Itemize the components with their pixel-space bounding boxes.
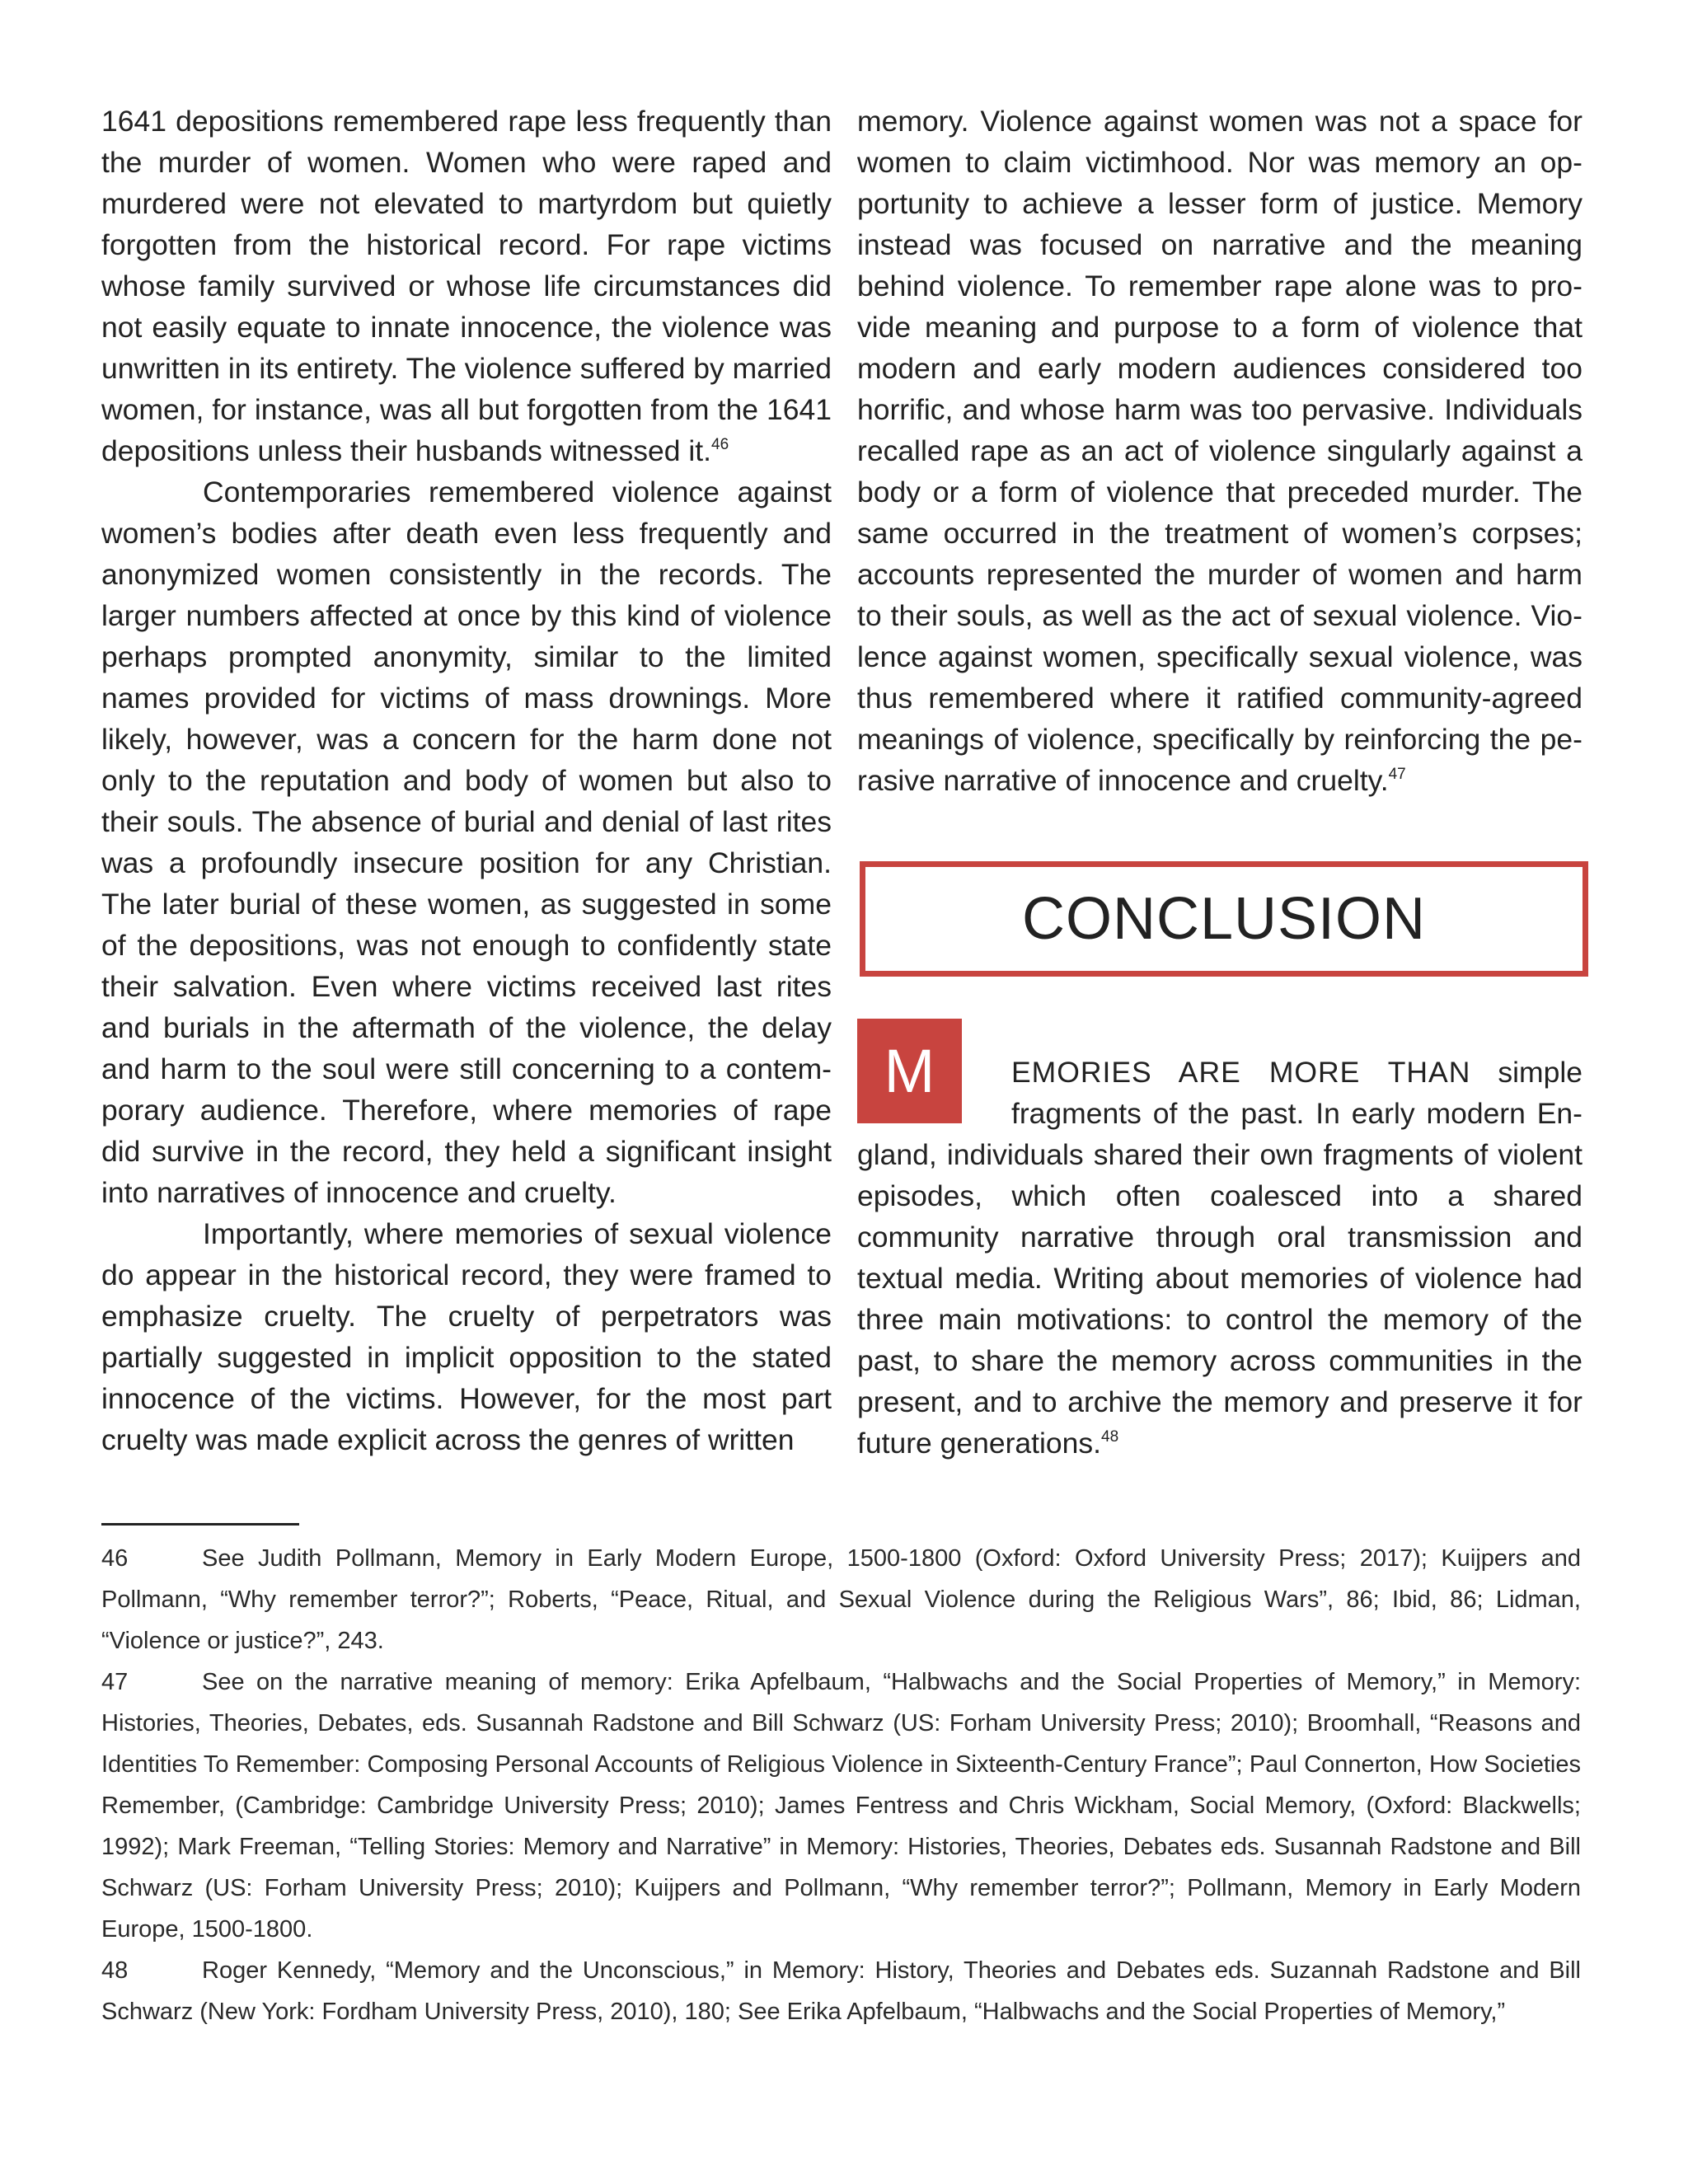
footnote-text: Roger Kennedy, “Memory and the Unconscious,” in Memory: History, Theories and Debates eds. Suzannah Radstone and Bill Schwarz (New York: Fordham University Press, 2010), 180; See Erika Apfelbaum, “Halbwachs and the Social Properties of Memory,” [101,1957,1581,2025]
footnote-ref-46[interactable]: 46 [711,436,729,453]
footnote-number: 47 [101,1669,129,1695]
body-paragraph: M EMORIES ARE MORE THAN simple fragments of the past. In early modern England, individuals shared their own fragments of violent episodes, which often coalesced into a shared community narrative through oral transmission and textual media. Writing about memories of violence had three main motivations: to control the memory of the past, to share the memory across communities in the present, and to archive the memory and preserve it for future generations.$^{48}$ [857,1052,1582,1464]
footnote-divider [101,1523,299,1526]
section-heading: CONCLUSION [1021,886,1427,952]
footnote-ref-48[interactable]: 48 [1101,1428,1119,1446]
footnote-text: See on the narrative meaning of memory: Erika Apfelbaum, “Halbwachs and the Social Properties of Memory,” in Memory: Histories, Theories, Debates, eds. Susannah Radstone and Bill Schwarz (US: Forham University Press; 2010); Broomhall, “Reasons and Identities To Remember: Composing Personal Accounts of Religious Violence in Sixteenth-Century France”; Paul Connerton, How Societies Remember, (Cambridge: Cambridge University Press; 2010); James Fentress and Chris Wickham, Social Memory, (Oxford: Blackwells; 1992); Mark Freeman, “Telling Stories: Memory and Narrative” in Memory: Histories, Theories, Debates eds. Susannah Radstone and Bill Schwarz (US: Forham University Press; 2010); Kuijpers and Pollmann, “Why remember terror?”; Pollmann, Memory in Early Modern Europe, 1500-1800. [101,1669,1581,1943]
footnote-48 [101,1950,1581,2032]
body-paragraph: memory. Violence against women was not a space for women to claim victimhood. Nor was memory an opportunity to achieve a lesser form of justice. Memory instead was focused on narrative and the meaning behind violence. To remember rape alone was to provide meaning and purpose to a form of violence that modern and early modern audiences considered too horrific, and whose harm was too pervasive. Individuals recalled rape as an act of violence singularly against a body or a form of violence that preceded murder. The same occurred in the treatment of women’s corpses; accounts represented the murder of women and harm to their souls, as well as the act of sexual violence. Violence against women, specifically sexual violence, was thus remembered where it ratified community-agreed meanings of violence, specifically by reinforcing the perasive narrative of innocence and cruelty.$^{47}$ [857,105,1582,797]
footnote-ref-47[interactable]: 47 [1388,766,1406,783]
drop-cap: M [857,1019,962,1123]
lead-in-caps: EMORIES ARE MORE THAN [1011,1056,1471,1089]
footnotes [101,1538,1581,2032]
body-paragraph: 1641 depositions remembered rape less frequently than the murder of women. Women who were raped and murdered were not elevated to martyrdom but quietly forgotten from the historical record. For rape victims whose family survived or whose life circumstances did not easily equate to innate innocence, the violence was unwritten in its entirety. The violence suffered by married women, for instance, was all but forgotten from the 1641 depositions unless their husbands witnessed it.$^{46}$ [101,105,832,467]
conclusion-text [857,1037,1582,1464]
footnote-text: See Judith Pollmann, Memory in Early Modern Europe, 1500-1800 (Oxford: Oxford University Press; 2017); Kuijpers and Pollmann, “Why remember terror?”; Roberts, “Peace, Ritual, and Sexual Violence during the Religious Wars”, 86; Ibid, 86; Lidman, “Violence or justice?”, 243. [101,1545,1581,1654]
footnote-number: 46 [101,1545,129,1572]
section-heading-box [860,861,1588,977]
footnote-46 [101,1538,1581,1661]
footnote-number: 48 [101,1957,129,1984]
body-paragraph: Contemporaries remembered violence against women’s bodies after death even less frequently and anonymized women consistently in the records. The larger numbers affected at once by this kind of violence perhaps prompted anonymity, similar to the limited names provided for victims of mass drownings. More likely, however, was a concern for the harm done not only to the reputation and body of women but also to their souls. The absence of burial and denial of last rites was a profoundly insecure position for any Christian. The later burial of these women, as suggested in some of the depositions, was not enough to confidently state their salvation. Even where victims received last rites and burials in the aftermath of the violence, the delay and harm to the soul were still concerning to a contemporary audience. Therefore, where memories of rape did survive in the record, they held a significant insight into narratives of innocence and cruelty. [101,476,832,1209]
right-column [857,101,1582,801]
footnote-47 [101,1661,1581,1950]
body-paragraph: Importantly, where memories of sexual violence do appear in the historical record, they were framed to emphasize cruelty. The cruelty of perpetrators was partially suggested in implicit opposition to the stated innocence of the victims. However, for the most part cruelty was made explicit across the genres of written [101,1217,832,1456]
left-column [101,101,832,1460]
